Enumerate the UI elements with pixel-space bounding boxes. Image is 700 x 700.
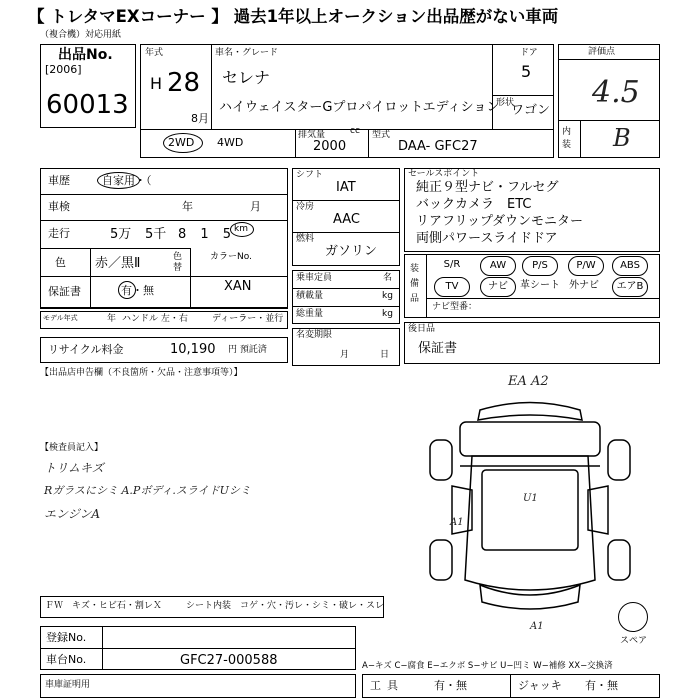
header-title: 【 トレタマEXコーナー 】 過去1年以上オークション出品歴がない車両 bbox=[28, 7, 559, 26]
seat-legend: シート内装 コゲ・穴・汚レ・シミ・破レ・スレ bbox=[186, 601, 385, 611]
equip-navi: ナビ bbox=[480, 277, 516, 297]
interior-label: 内装 bbox=[562, 127, 572, 150]
inspector-label: 【検査員記入】 bbox=[40, 443, 104, 453]
model-value: DAA- GFC27 bbox=[398, 139, 478, 154]
handle-label: ハンドル 左・右 bbox=[122, 314, 188, 324]
recolor-label: 色替 bbox=[173, 252, 183, 273]
garage-label: 車庫証明用 bbox=[45, 680, 91, 690]
mileage-man: 5万 bbox=[110, 227, 132, 242]
drive-2wd: 2WD bbox=[168, 136, 195, 149]
chassis-label: 車台No. bbox=[46, 653, 87, 666]
sales-point-1: 純正９型ナビ・フルセグ bbox=[416, 180, 559, 195]
displacement-value: 2000 bbox=[313, 139, 347, 154]
equip-ps: P/S bbox=[522, 256, 558, 276]
sales-point-2: バックカメラ ETC bbox=[416, 197, 532, 212]
shape-label: 形状 bbox=[496, 98, 515, 108]
ac-value: AAC bbox=[333, 212, 360, 227]
inspection-label: 車検 bbox=[48, 200, 70, 213]
doors-value: 5 bbox=[521, 62, 532, 81]
lot-number: 60013 bbox=[46, 90, 129, 120]
sales-label: セールスポイント bbox=[408, 169, 480, 179]
shape-value: ワゴン bbox=[511, 103, 551, 118]
history-value: 自家用・（ bbox=[102, 174, 152, 187]
recycle-unit: 円 預託済 bbox=[228, 345, 267, 355]
model-year-label: モデル年式 bbox=[43, 314, 78, 322]
weight-label: 総重量 bbox=[296, 309, 324, 319]
model-label: 型式 bbox=[372, 130, 391, 140]
chassis-value: GFC27-000588 bbox=[180, 653, 278, 668]
lot-label: 出品No. bbox=[58, 47, 113, 63]
mileage-rest: 8 1 5 bbox=[178, 227, 237, 242]
load-label: 積載量 bbox=[296, 291, 324, 301]
capacity-label: 乗車定員 bbox=[296, 273, 333, 283]
equip-leather: 革シート bbox=[520, 280, 560, 291]
load-unit: kg bbox=[382, 291, 393, 301]
year-label: 年式 bbox=[145, 48, 164, 58]
equip-ext-navi: 外ナビ bbox=[569, 280, 599, 291]
drive-4wd: 4WD bbox=[217, 136, 244, 149]
model-year-unit: 年 bbox=[107, 314, 117, 324]
exhibitor-note-label: 【出品店申告欄（不良箇所・欠品・注意事項等）】 bbox=[40, 368, 243, 378]
after-label: 後日品 bbox=[408, 324, 436, 334]
mileage-unit: km bbox=[234, 224, 248, 234]
interior-value: B bbox=[613, 124, 631, 152]
equip-sr: S/R bbox=[443, 259, 461, 270]
jack-value: 有・無 bbox=[585, 679, 618, 692]
subtitle: （複合機）対応用紙 bbox=[40, 30, 122, 40]
diagram-mark-center: U1 bbox=[523, 493, 538, 504]
diagram-mark-side: A1 bbox=[450, 517, 464, 528]
score-label: 評価点 bbox=[588, 47, 616, 57]
inspector-note-3: エンジンA bbox=[44, 507, 101, 521]
score-value: 4.5 bbox=[592, 75, 640, 110]
name-change-month: 月 bbox=[340, 350, 350, 360]
equip-pw: P/W bbox=[568, 256, 604, 276]
colorno-value: XAN bbox=[224, 279, 252, 294]
warranty-label: 保証書 bbox=[48, 285, 81, 298]
inspection-year: 年 bbox=[182, 200, 193, 213]
fw-legend: ＦＷ キズ・ヒビ石・割レＸ bbox=[45, 601, 162, 611]
reg-label: 登録No. bbox=[46, 631, 87, 644]
color-label: 色 bbox=[55, 256, 66, 269]
shift-label: シフト bbox=[296, 170, 324, 180]
tools-value: 有・無 bbox=[434, 679, 467, 692]
name-label: 車名・グレード bbox=[215, 48, 279, 58]
tools-label: 工具 bbox=[370, 679, 404, 692]
car-name: セレナ bbox=[222, 68, 271, 87]
equipment-label: 装備品 bbox=[410, 264, 420, 304]
recycle-value: 10,190 bbox=[170, 342, 216, 357]
inspector-note-2: Rガラスにシミ A.Pボディ.スライドUシミ bbox=[44, 484, 251, 497]
fuel-label: 燃料 bbox=[296, 234, 315, 244]
fuel-value: ガソリン bbox=[325, 244, 378, 259]
dealer-label: ディーラー・並行 bbox=[212, 314, 284, 324]
weight-unit: kg bbox=[382, 309, 393, 319]
mileage-label: 走行 bbox=[48, 227, 70, 240]
name-change-day: 日 bbox=[380, 350, 390, 360]
year-value: 28 bbox=[167, 68, 201, 98]
navi-model-label: ナビ型番： bbox=[432, 302, 478, 312]
spare-circle bbox=[618, 602, 648, 632]
history-label: 車歴 bbox=[48, 174, 70, 187]
equip-aw: AW bbox=[480, 256, 516, 276]
damage-codes: A−キズ C−腐食 E−エクボ S−サビ U−凹ミ W−補修 XX−交換済 bbox=[362, 661, 613, 671]
lot-code: [2006] bbox=[45, 63, 82, 76]
jack-label: ジャッキ bbox=[518, 679, 562, 692]
capacity-unit: 名 bbox=[383, 273, 393, 283]
doors-label: ドア bbox=[520, 48, 538, 58]
diagram-mark-top: EA A2 bbox=[508, 374, 549, 389]
after-value: 保証書 bbox=[418, 341, 458, 356]
diagram-mark-bottom: A1 bbox=[530, 621, 544, 632]
mileage-sen: 5千 bbox=[145, 227, 167, 242]
equip-abs: ABS bbox=[612, 256, 648, 276]
year-era: H bbox=[150, 74, 163, 93]
equip-tv: TV bbox=[434, 277, 470, 297]
spare-label: スペア bbox=[620, 636, 648, 646]
color-value: 赤／黒Ⅱ bbox=[95, 256, 141, 271]
car-grade: ハイウェイスターGプロパイロットエディション bbox=[219, 100, 500, 115]
displacement-label: 排気量 bbox=[298, 130, 326, 140]
inspection-month: 月 bbox=[250, 200, 261, 213]
sales-point-3: リアフリップダウンモニター bbox=[416, 214, 584, 229]
displacement-unit: cc bbox=[350, 126, 360, 136]
sales-point-4: 両側パワースライドドア bbox=[416, 231, 558, 246]
recycle-label: リサイクル料金 bbox=[48, 343, 124, 356]
inspector-note-1: トリムキズ bbox=[44, 461, 104, 475]
name-change-label: 名変期限 bbox=[296, 330, 333, 340]
colorno-label: カラーNo. bbox=[210, 252, 252, 262]
equip-airbag: エアB bbox=[612, 277, 648, 297]
year-month: 8月 bbox=[191, 112, 209, 125]
shift-value: IAT bbox=[336, 180, 356, 195]
warranty-value: 有・無 bbox=[121, 284, 154, 297]
ac-label: 冷房 bbox=[296, 202, 315, 212]
